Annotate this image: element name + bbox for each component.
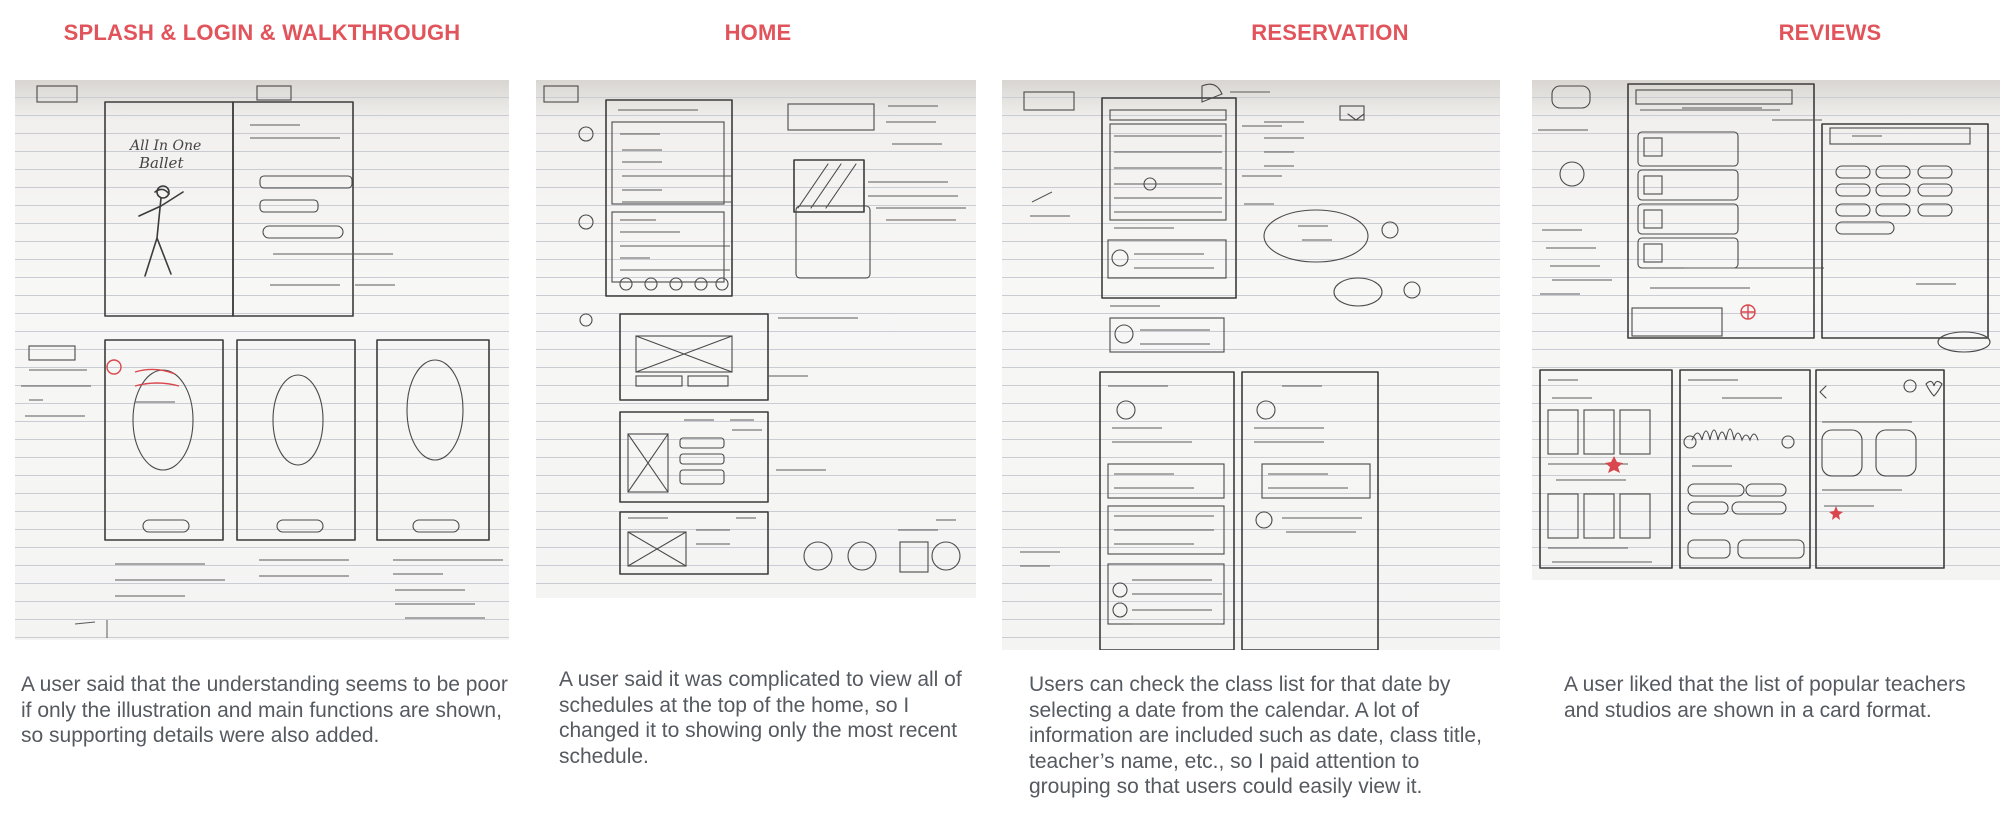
sketch-text-ballet: Ballet [139, 154, 184, 172]
caption-splash: A user said that the understanding seems to be poor if only the illustration and main functions are shown, so supporting details were also added. [21, 673, 508, 747]
column-reservation [1000, 0, 1500, 829]
sketch-image-home [536, 80, 976, 598]
sketch-image-splash [15, 80, 509, 640]
sketch-text-allinone: All In One [130, 138, 202, 154]
column-splash [0, 0, 530, 829]
column-title: RESERVATION [1251, 20, 1409, 45]
caption-reservation: Users can check the class list for that date by selecting a date from the calendar. A lot of information are included such as date, class title, teacher’s name, etc., so I paid attention to grouping so that users could easily view it. [1029, 673, 1482, 798]
sketch-image-reservation [1002, 80, 1500, 650]
column-title: REVIEWS [1778, 20, 1882, 45]
column-home [530, 0, 1000, 829]
column-title: SPLASH & LOGIN & WALKTHROUGH [63, 20, 461, 45]
column-reviews [1530, 0, 2000, 829]
column-title: HOME [724, 20, 792, 45]
caption-reviews: A user liked that the list of popular teachers and studios are shown in a card format. [1564, 673, 1966, 722]
sketch-image-reviews [1532, 80, 2000, 580]
caption-home: A user said it was complicated to view all of schedules at the top of the home, so I changed it to showing only the most recent schedule. [559, 668, 962, 768]
